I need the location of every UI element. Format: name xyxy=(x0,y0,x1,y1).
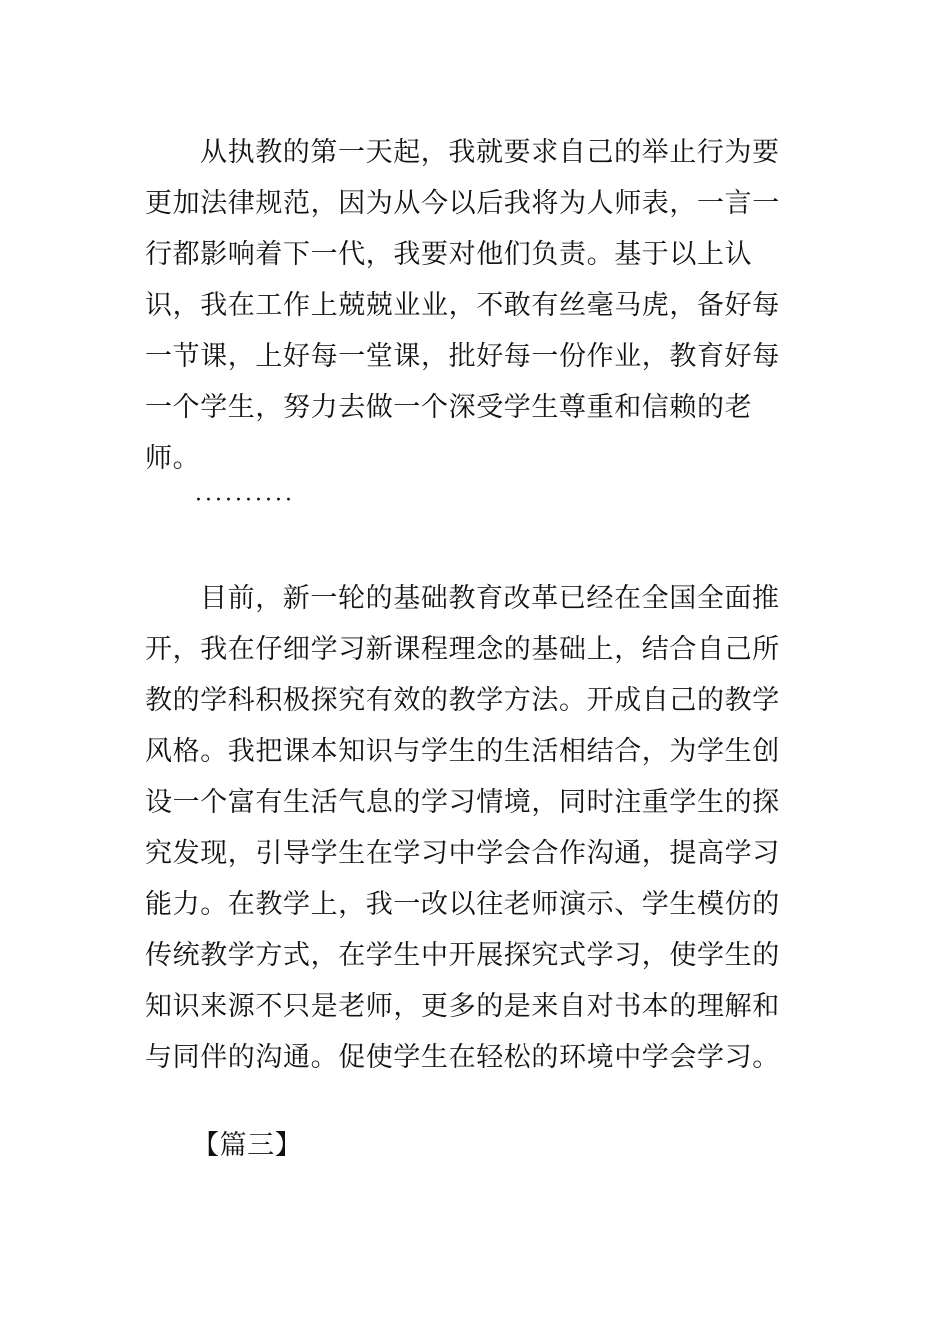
paragraph-teaching-conduct: 从执教的第一天起，我就要求自己的举止行为要更加法律规范，因为从今以后我将为人师表，一言一行都影响着下一代，我要对他们负责。基于以上认识，我在工作上兢兢业业，不敢有丝毫马虎，备好每一节课，上好每一堂课，批好每一份作业，教育好每一个学生，努力去做一个深受学生尊重和信赖的老师。 xyxy=(145,137,780,474)
section-heading: 【篇三】 xyxy=(192,1130,303,1161)
paragraph-education-reform: 目前，新一轮的基础教育改革已经在全国全面推开，我在仔细学习新课程理念的基础上，结合自己所教的学科积极探究有效的教学方法。开成自己的教学风格。我把课本知识与学生的生活相结合，为学生创设一个富有生活气息的学习情境，同时注重学生的探究发现，引导学生在学习中学会合作沟通，提高学习能力。在教学上，我一改以往老师演示、学生模仿的传统教学方式，在学生中开展探究式学习，使学生的知识来源不只是老师，更多的是来自对书本的理解和与同伴的沟通。促使学生在轻松的环境中学会学习。 xyxy=(145,583,780,1073)
ellipsis-separator: ·········· xyxy=(195,488,295,513)
